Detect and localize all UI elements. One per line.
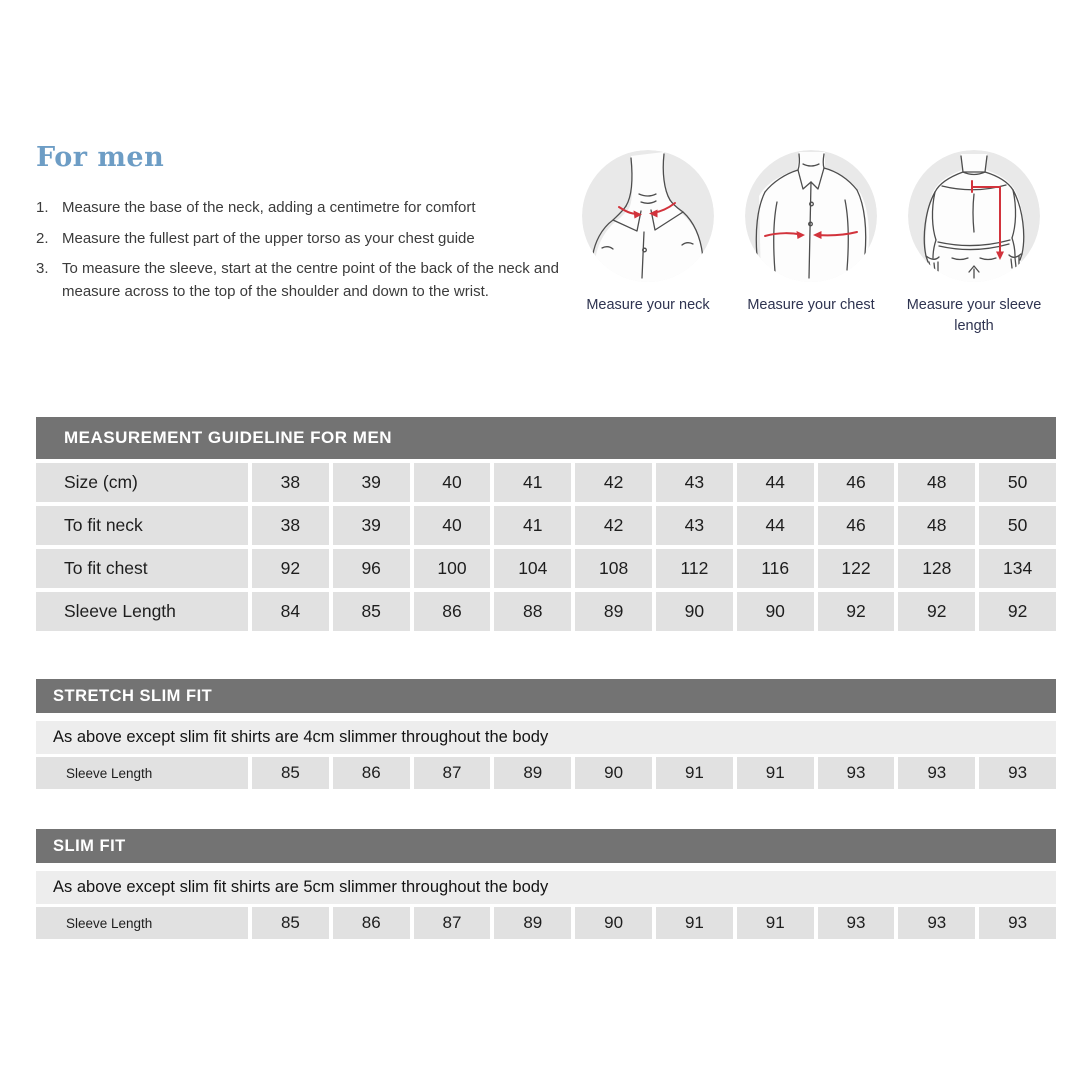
table-cell: 86 xyxy=(333,757,410,789)
page-title: For men xyxy=(36,142,165,173)
table-cell: 96 xyxy=(333,549,410,588)
table-cell: 90 xyxy=(575,757,652,789)
table-cell: 93 xyxy=(818,757,895,789)
table-cell: 92 xyxy=(898,592,975,631)
table-cell: 41 xyxy=(494,463,571,502)
table-cell: 93 xyxy=(979,907,1056,939)
table-cell: 39 xyxy=(333,506,410,545)
instruction-number: 1. xyxy=(36,199,49,216)
table-cell: 46 xyxy=(818,463,895,502)
table-cell: 85 xyxy=(333,592,410,631)
table-cell: 85 xyxy=(252,907,329,939)
stretch-slim-fit-title: STRETCH SLIM FIT xyxy=(36,679,1056,713)
row-label: Size (cm) xyxy=(36,463,248,502)
table-cell: 93 xyxy=(979,757,1056,789)
slim-fit-title: SLIM FIT xyxy=(36,829,1056,863)
table-cell: 42 xyxy=(575,506,652,545)
table-cell: 134 xyxy=(979,549,1056,588)
row-label: To fit neck xyxy=(36,506,248,545)
table-cell: 91 xyxy=(737,757,814,789)
slim-fit-section xyxy=(36,829,1056,939)
table-cell: 40 xyxy=(414,506,491,545)
figure-sleeve xyxy=(904,150,1044,337)
instruction-text: Measure the fullest part of the upper torso as your chest guide xyxy=(62,229,475,247)
measurement-figures xyxy=(578,150,1044,337)
instruction-item xyxy=(36,197,566,220)
table-cell: 38 xyxy=(252,463,329,502)
instruction-item xyxy=(36,228,566,251)
table-cell: 112 xyxy=(656,549,733,588)
table-cell: 92 xyxy=(252,549,329,588)
table-cell: 89 xyxy=(494,757,571,789)
table-cell: 89 xyxy=(494,907,571,939)
table-cell: 90 xyxy=(656,592,733,631)
row-label: Sleeve Length xyxy=(36,907,248,939)
chest-measure-icon xyxy=(745,150,877,282)
tables-section xyxy=(36,417,1056,939)
table-cell: 93 xyxy=(818,907,895,939)
table-cell: 86 xyxy=(414,592,491,631)
table-cell: 88 xyxy=(494,592,571,631)
row-label: To fit chest xyxy=(36,549,248,588)
table-cell: 128 xyxy=(898,549,975,588)
table-cell: 42 xyxy=(575,463,652,502)
top-section xyxy=(36,142,1044,337)
figure-caption: Measure your sleeve length xyxy=(906,297,1042,335)
table-cell: 104 xyxy=(494,549,571,588)
instruction-list xyxy=(36,197,566,303)
table-cell: 89 xyxy=(575,592,652,631)
measurement-guide-table xyxy=(36,417,1056,631)
table-cell: 90 xyxy=(575,907,652,939)
table-cell: 44 xyxy=(737,463,814,502)
sleeve-measure-icon xyxy=(908,150,1040,282)
table-cell: 43 xyxy=(656,506,733,545)
table-cell: 48 xyxy=(898,506,975,545)
instruction-text: Measure the base of the neck, adding a centimetre for comfort xyxy=(62,199,476,216)
table-cell: 43 xyxy=(656,463,733,502)
table-cell: 39 xyxy=(333,463,410,502)
figure-caption: Measure your chest xyxy=(747,297,875,313)
table-cell: 91 xyxy=(656,757,733,789)
table-cell: 46 xyxy=(818,506,895,545)
table-cell: 44 xyxy=(737,506,814,545)
row-label: Sleeve Length xyxy=(36,757,248,789)
figure-neck xyxy=(578,150,718,337)
figure-chest xyxy=(741,150,881,337)
table-cell: 93 xyxy=(898,757,975,789)
measurement-guide-grid xyxy=(36,463,1056,631)
slim-fit-grid xyxy=(36,907,1056,939)
instruction-text: To measure the sleeve, start at the centre point of the back of the neck and measure across to the top of the shoulder and down to the wrist. xyxy=(62,260,559,300)
stretch-slim-fit-section xyxy=(36,679,1056,789)
measurement-guide-table-title: MEASUREMENT GUIDELINE FOR MEN xyxy=(36,417,1056,459)
intro-block xyxy=(36,142,566,337)
neck-measure-icon xyxy=(582,150,714,282)
table-cell: 84 xyxy=(252,592,329,631)
row-label: Sleeve Length xyxy=(36,592,248,631)
table-cell: 41 xyxy=(494,506,571,545)
table-cell: 38 xyxy=(252,506,329,545)
table-cell: 90 xyxy=(737,592,814,631)
instruction-number: 3. xyxy=(36,260,49,277)
table-cell: 122 xyxy=(818,549,895,588)
table-cell: 116 xyxy=(737,549,814,588)
instruction-number: 2. xyxy=(36,229,49,247)
table-cell: 92 xyxy=(979,592,1056,631)
table-cell: 108 xyxy=(575,549,652,588)
table-cell: 100 xyxy=(414,549,491,588)
table-cell: 91 xyxy=(737,907,814,939)
table-cell: 86 xyxy=(333,907,410,939)
table-cell: 87 xyxy=(414,757,491,789)
stretch-slim-fit-grid xyxy=(36,757,1056,789)
slim-fit-note: As above except slim fit shirts are 5cm slimmer throughout the body xyxy=(36,871,1056,904)
table-cell: 40 xyxy=(414,463,491,502)
table-cell: 87 xyxy=(414,907,491,939)
table-cell: 93 xyxy=(898,907,975,939)
table-cell: 91 xyxy=(656,907,733,939)
table-cell: 50 xyxy=(979,506,1056,545)
instruction-item xyxy=(36,258,566,303)
stretch-slim-fit-note: As above except slim fit shirts are 4cm slimmer throughout the body xyxy=(36,721,1056,754)
table-cell: 50 xyxy=(979,463,1056,502)
table-cell: 48 xyxy=(898,463,975,502)
table-cell: 92 xyxy=(818,592,895,631)
table-cell: 85 xyxy=(252,757,329,789)
figure-caption: Measure your neck xyxy=(586,297,710,313)
